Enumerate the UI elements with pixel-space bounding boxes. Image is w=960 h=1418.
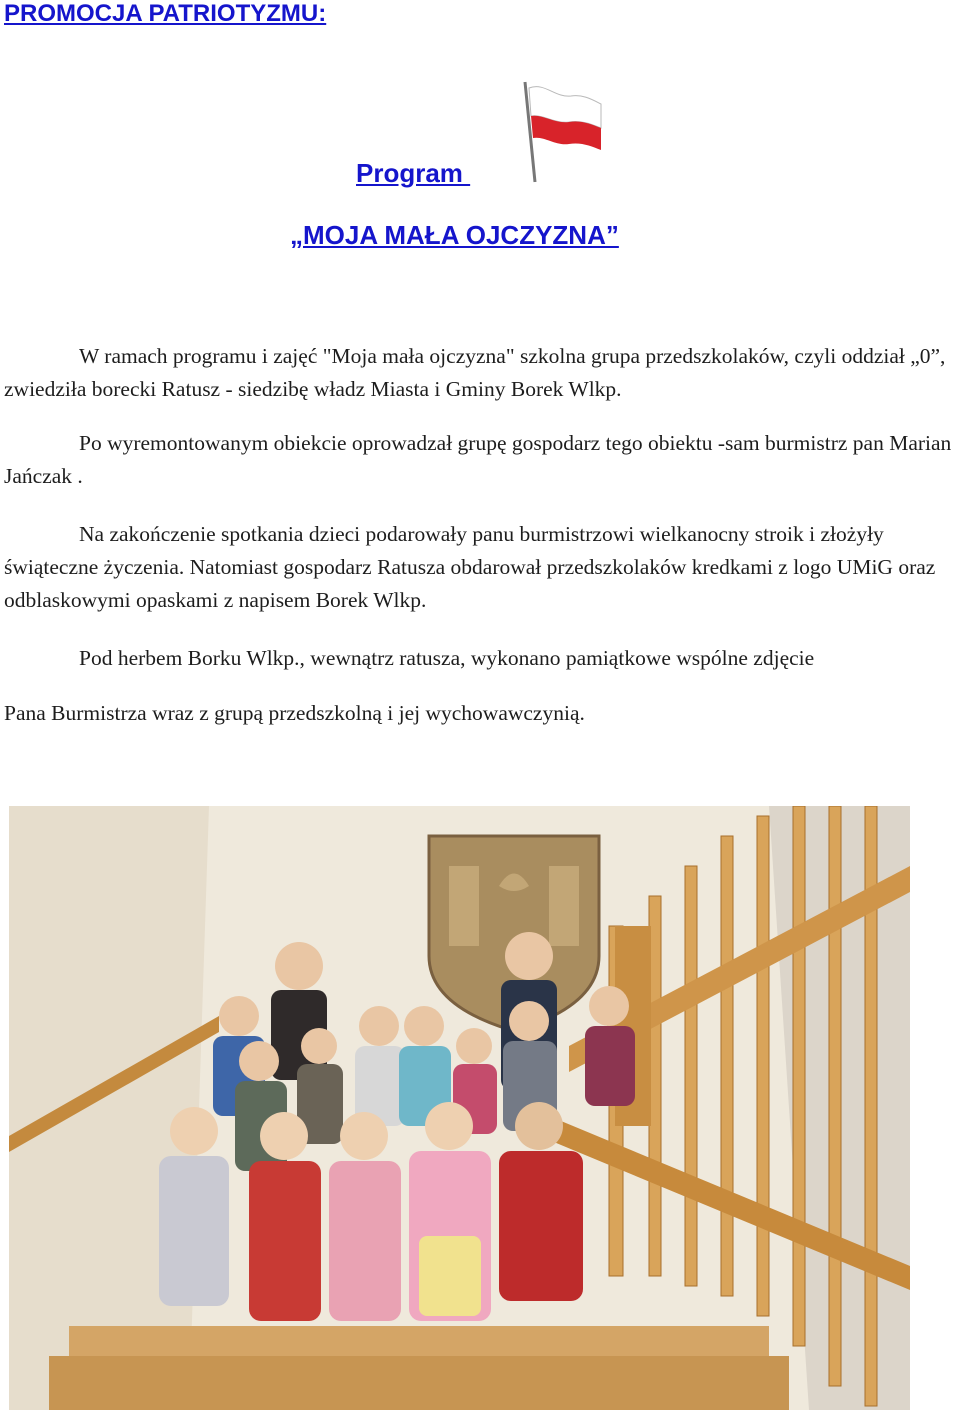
polish-flag-icon — [515, 76, 607, 186]
group-photo-image — [9, 806, 910, 1410]
paragraph-photo-note-end: Pana Burmistrza wraz z grupą przedszkolną i jej wychowawczynią. — [4, 701, 585, 725]
page-heading[interactable]: PROMOCJA PATRIOTYZMU: — [4, 0, 327, 27]
paragraph-visit: W ramach programu i zajęć "Moja mała ojczyzna" szkolna grupa przedszkolaków, czyli oddział „0”, zwiedziła borecki Ratusz - siedzibę władz Miasta i Gminy Borek Wlkp. — [4, 344, 946, 401]
paragraph-guide: Po wyremontowanym obiekcie oprowadzał grupę gospodarz tego obiektu -sam burmistrz pan Marian Jańczak . — [4, 431, 952, 488]
paragraph-photo-note: Pod herbem Borku Wlkp., wewnątrz ratusza, wykonano pamiątkowe wspólne zdjęcie — [79, 646, 815, 670]
program-subtitle[interactable]: „MOJA MAŁA OJCZYZNA” — [290, 220, 619, 250]
paragraph-gifts: Na zakończenie spotkania dzieci podarowały panu burmistrzowi wielkanocny stroik i złożyły świąteczne życzenia. Natomiast gospodarz Ratusza obdarował przedszkolaków kredkami z logo UMiG oraz odblaskowymi opaskami z napisem Borek Wlkp. — [4, 522, 936, 612]
group-photo — [9, 806, 910, 1410]
program-title[interactable]: Program — [356, 158, 471, 188]
